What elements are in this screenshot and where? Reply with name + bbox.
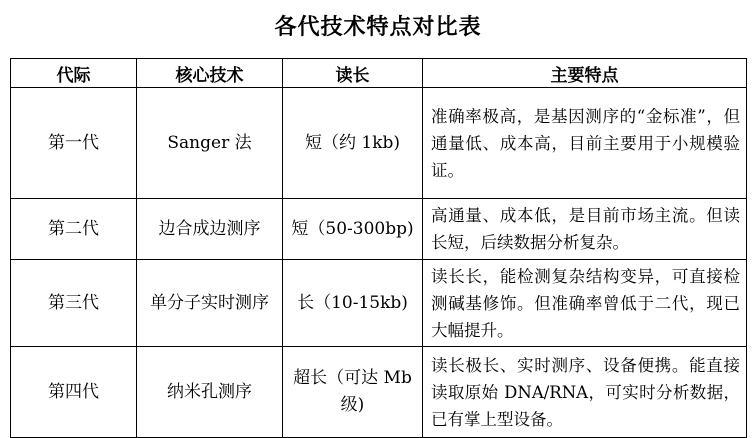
cell-features: 读长长，能检测复杂结构变异，可直接检测碱基修饰。但准确率曾低于二代，现已大幅提升。 [423,260,747,347]
cell-read-length: 长（10-15kb) [283,260,423,347]
header-read-length: 读长 [283,59,423,88]
cell-read-length: 短（50-300bp) [283,199,423,260]
cell-features: 高通量、成本低，是目前市场主流。但读长短，后续数据分析复杂。 [423,199,747,260]
page-title: 各代技术特点对比表 [274,15,482,40]
cell-features: 读长极长、实时测序、设备便携。能直接读取原始 DNA/RNA，可实时分析数据，已有掌上型设备。 [423,347,747,438]
cell-generation: 第三代 [11,260,137,347]
table-header-row [11,59,747,88]
cell-generation: 第一代 [11,88,137,199]
cell-read-length: 短（约 1kb) [283,88,423,199]
cell-technology: 单分子实时测序 [137,260,283,347]
cell-generation: 第二代 [11,199,137,260]
cell-generation: 第四代 [11,347,137,438]
table-row [11,199,747,260]
header-generation: 代际 [11,59,137,88]
table-row [11,260,747,347]
table-row [11,347,747,438]
cell-technology: 边合成边测序 [137,199,283,260]
cell-features: 准确率极高，是基因测序的“金标准”，但通量低、成本高，目前主要用于小规模验证。 [423,88,747,199]
cell-technology: 纳米孔测序 [137,347,283,438]
header-features: 主要特点 [423,59,747,88]
comparison-table [10,58,747,438]
cell-technology: Sanger 法 [137,88,283,199]
header-technology: 核心技术 [137,59,283,88]
table-row [11,88,747,199]
cell-read-length: 超长（可达 Mb 级) [283,347,423,438]
